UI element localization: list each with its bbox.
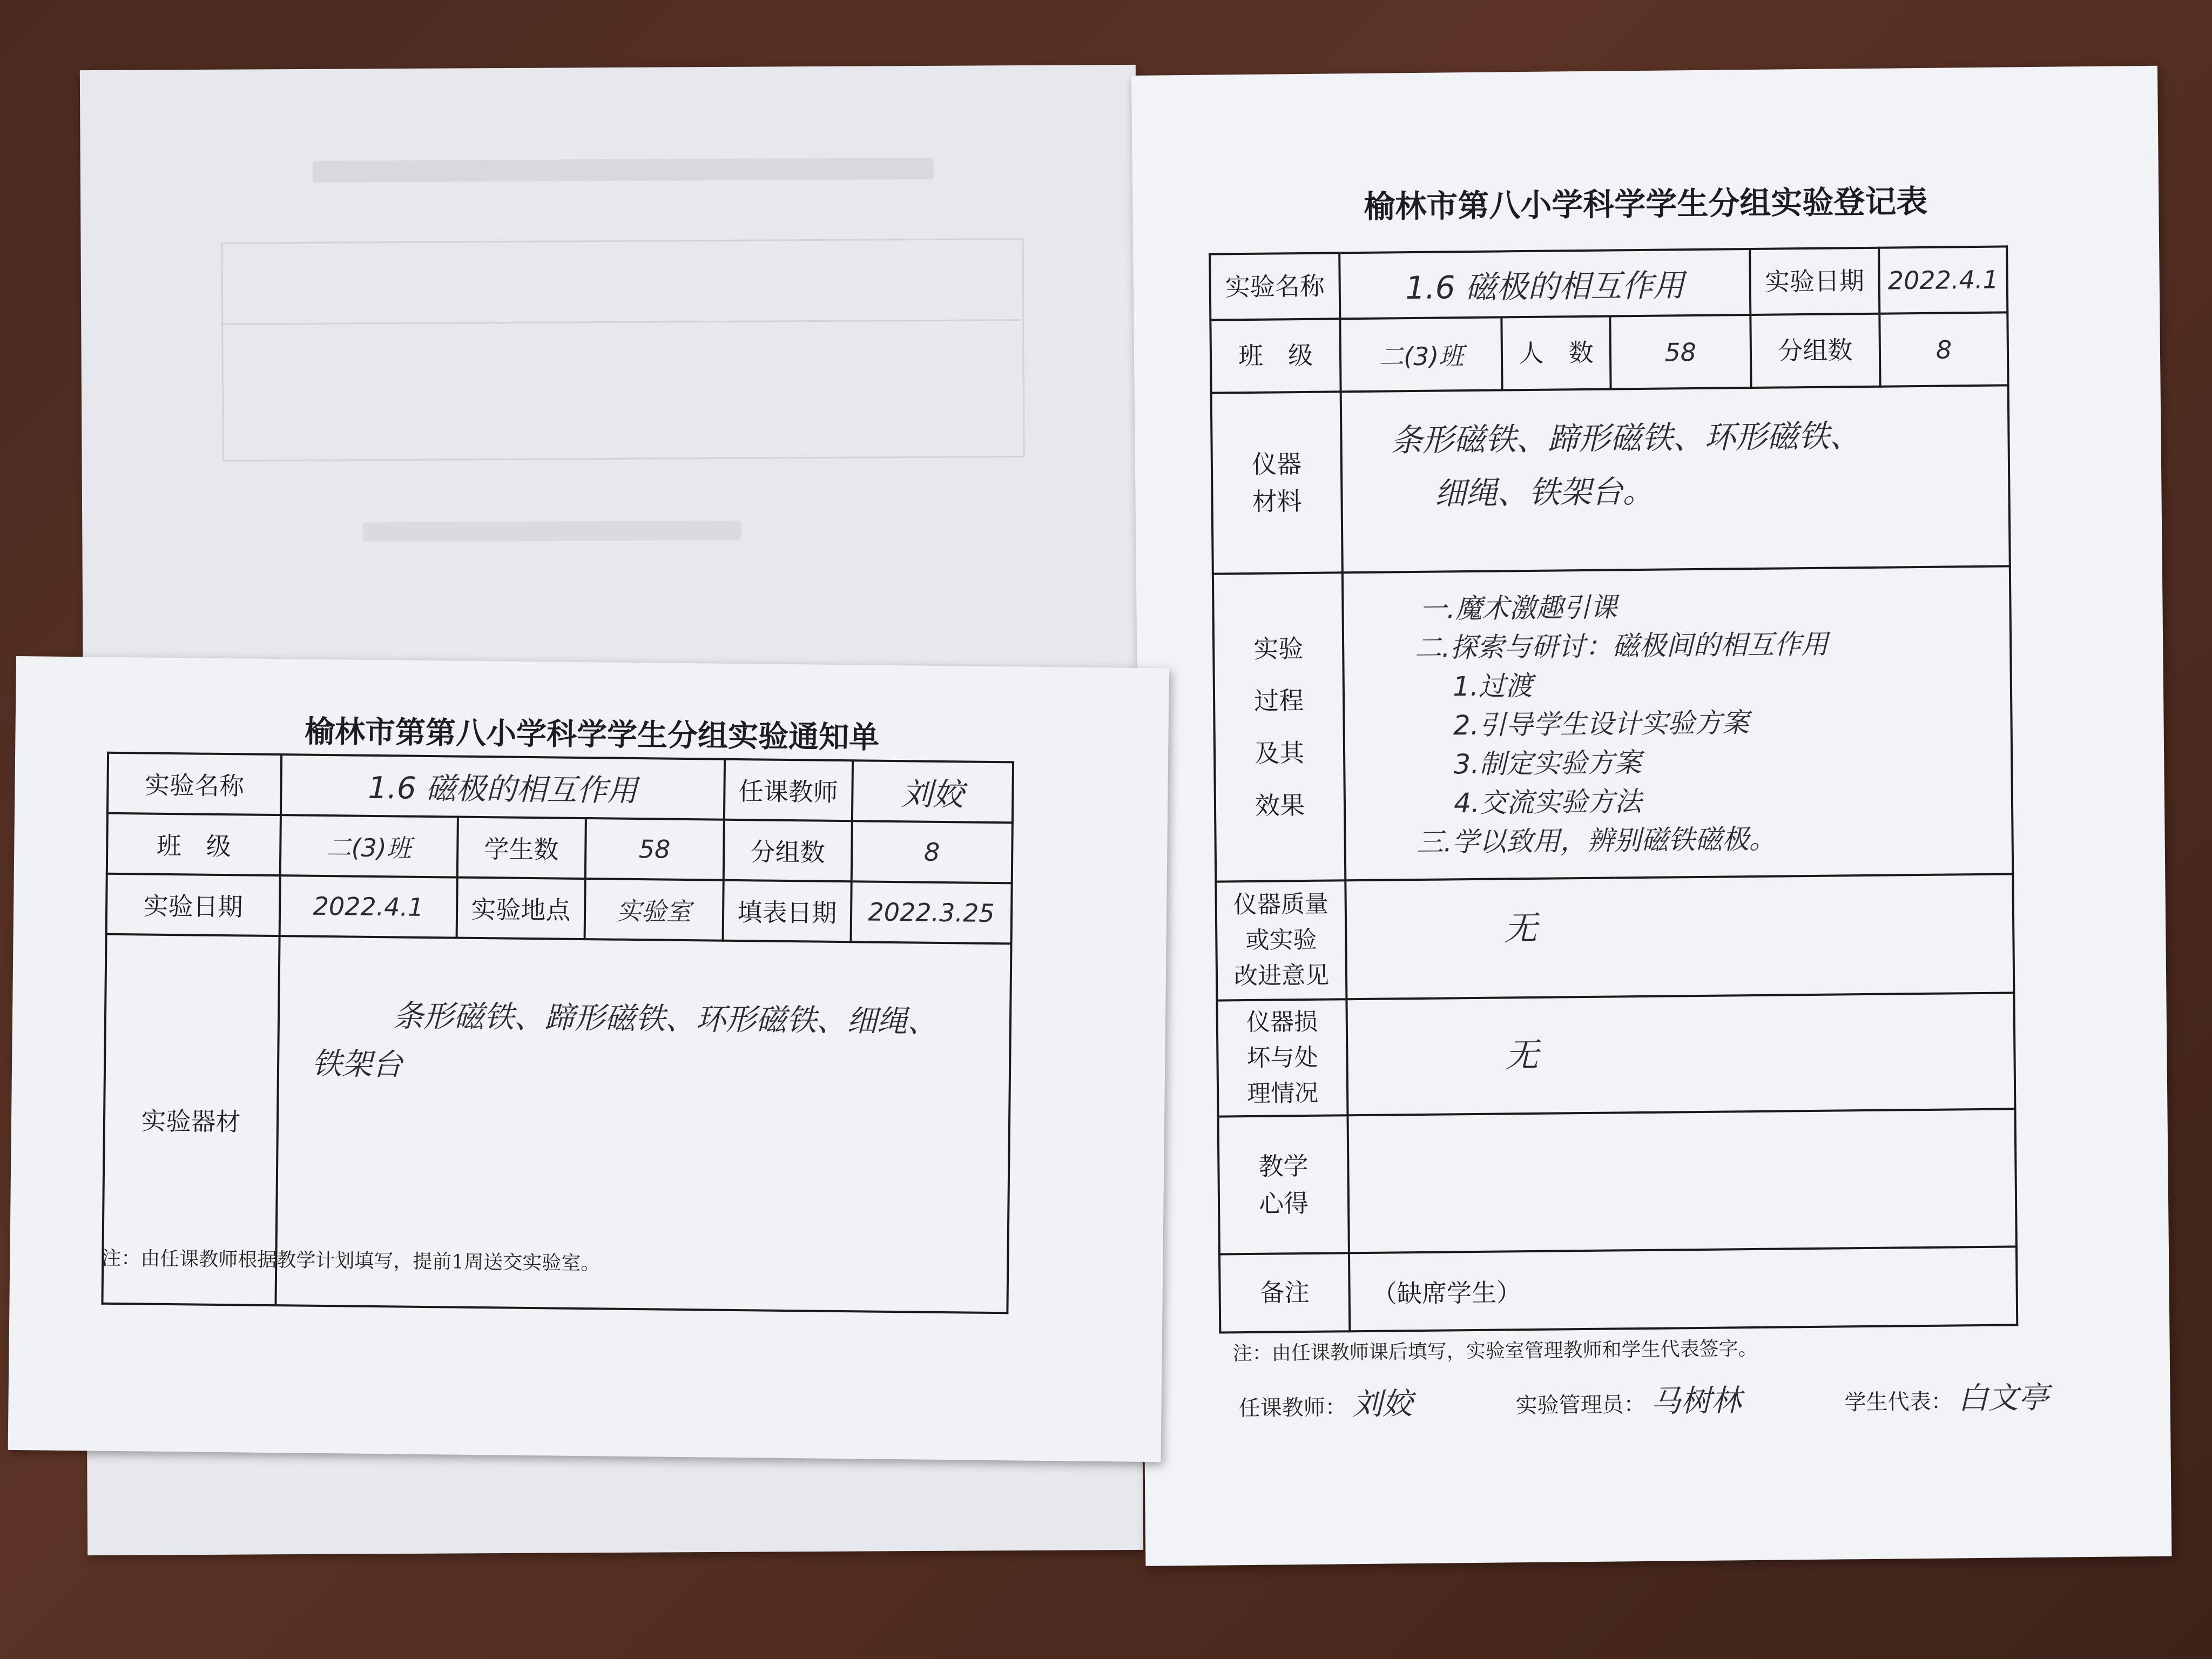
label-line: 效果 (1255, 790, 1305, 820)
label-experiment-date: 实验日期 (106, 874, 280, 936)
notice-title: 榆林市第第八小学科学学生分组实验通知单 (304, 713, 880, 756)
label-line: 实验 (1253, 633, 1304, 664)
register-title: 榆林市第八小学科学学生分组实验登记表 (1364, 183, 1928, 225)
label-equipment (1211, 392, 1343, 574)
signature-student (1844, 1374, 2049, 1419)
value-quality: 无 (1346, 874, 2014, 999)
signature-teacher-label: 任课教师： (1238, 1395, 1347, 1421)
value-class: 二(3)班 (1340, 317, 1502, 392)
label-process (1213, 572, 1346, 881)
value-remarks: （缺席学生） (1349, 1246, 2017, 1331)
register-form-sheet (1131, 66, 2171, 1566)
label-line: 理情况 (1246, 1079, 1319, 1108)
label-line: 材料 (1252, 486, 1302, 516)
value-groups: 8 (852, 821, 1013, 883)
process-line: 1.过渡 (1452, 670, 1533, 703)
signature-student-label: 学生代表： (1844, 1389, 1953, 1415)
value-reflection-empty (1348, 1109, 2017, 1253)
value-experiment-date: 2022.4.1 (1879, 246, 2007, 313)
equipment-line-1: 条形磁铁、蹄形磁铁、环形磁铁、 (1391, 417, 1862, 459)
label-class: 班 级 (107, 813, 281, 875)
label-experiment-name: 实验名称 (1210, 253, 1340, 320)
process-line: 4.交流实验方法 (1453, 785, 1642, 819)
signature-teacher-name: 刘姣 (1352, 1386, 1413, 1422)
label-students: 学生数 (457, 817, 586, 879)
faint-show-through-title (313, 158, 934, 183)
process-line: 一.魔术激趣引课 (1419, 591, 1617, 625)
process-line: 3.制定实验方案 (1453, 746, 1642, 780)
value-experiment-name: 1.6 磁极的相互作用 (1339, 249, 1750, 319)
label-remarks: 备注 (1219, 1253, 1350, 1332)
signature-admin (1515, 1377, 1742, 1422)
notice-table (101, 752, 1014, 1314)
value-class: 二(3)班 (280, 815, 458, 877)
label-people: 人 数 (1502, 316, 1611, 390)
label-line: 仪器 (1251, 449, 1302, 479)
signature-teacher (1238, 1380, 1413, 1425)
value-people: 58 (1610, 315, 1751, 389)
process-line: 三.学以致用，辨别磁铁磁极。 (1416, 823, 1777, 858)
label-teacher: 任课教师 (724, 759, 853, 821)
label-place: 实验地点 (456, 878, 585, 939)
label-line: 或实验 (1245, 926, 1317, 955)
value-experiment-name: 1.6 磁极的相互作用 (281, 754, 725, 820)
value-students: 58 (585, 818, 724, 880)
label-fill-date: 填表日期 (723, 880, 851, 942)
value-equipment (1341, 385, 2010, 572)
value-process (1343, 566, 2013, 880)
label-experiment-date: 实验日期 (1750, 248, 1880, 315)
process-line: 2.引导学生设计实验方案 (1453, 707, 1749, 741)
notice-footnote: 注：由任课教师根据教学计划填写，提前1周送交实验室。 (102, 1247, 601, 1275)
label-class: 班 级 (1210, 319, 1341, 393)
process-line: 二.探索与研讨：磁极间的相互作用 (1414, 628, 1829, 664)
faint-show-through-table (221, 238, 1024, 462)
label-groups: 分组数 (724, 820, 852, 881)
faint-show-through-text (363, 521, 741, 542)
value-groups: 8 (1879, 312, 2008, 386)
value-damage: 无 (1347, 993, 2015, 1115)
label-line: 及其 (1254, 738, 1305, 768)
label-quality (1216, 880, 1346, 1000)
register-table (1209, 245, 2018, 1333)
value-experiment-date: 2022.4.1 (280, 875, 457, 938)
label-groups: 分组数 (1750, 314, 1880, 388)
label-damage (1217, 999, 1347, 1116)
label-line: 心得 (1258, 1188, 1309, 1218)
signature-row (1238, 1374, 2049, 1425)
label-reflection (1218, 1115, 1350, 1254)
value-place: 实验室 (584, 879, 723, 941)
signature-admin-name: 马树林 (1650, 1383, 1742, 1419)
label-line: 改进意见 (1233, 961, 1330, 990)
equipment-line-2: 细绳、铁架台。 (1434, 473, 1655, 512)
signature-student-name: 白文亭 (1958, 1380, 2049, 1417)
label-line: 坏与处 (1246, 1043, 1318, 1072)
notice-form-sheet (8, 656, 1169, 1462)
label-line: 教学 (1258, 1151, 1309, 1181)
register-footnote: 注：由任课教师课后填写，实验室管理教师和学生代表签字。 (1232, 1337, 1758, 1365)
equipment-line-1: 条形磁铁、蹄形磁铁、环形磁铁、细绳、 (393, 999, 938, 1040)
equipment-line-2: 铁架台 (311, 1046, 403, 1083)
value-teacher: 刘姣 (852, 760, 1013, 822)
label-line: 过程 (1253, 686, 1304, 716)
label-equipment: 实验器材 (102, 934, 279, 1305)
label-experiment-name: 实验名称 (107, 753, 281, 815)
label-line: 仪器质量 (1233, 890, 1329, 919)
label-line: 仪器损 (1246, 1008, 1318, 1036)
signature-admin-label: 实验管理员： (1515, 1392, 1645, 1419)
value-fill-date: 2022.3.25 (851, 881, 1011, 943)
